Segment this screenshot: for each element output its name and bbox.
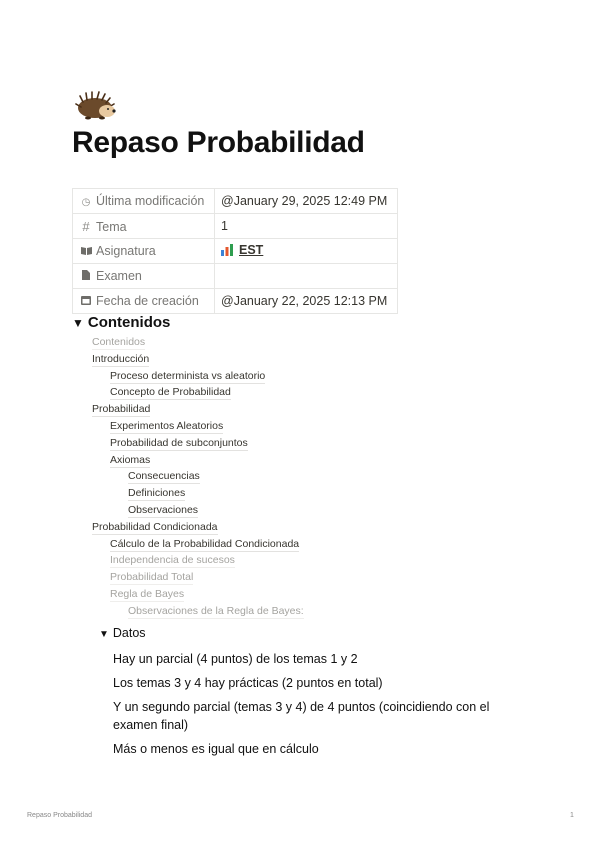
toc-link[interactable]: Independencia de sucesos	[110, 554, 235, 567]
property-label: Asignatura	[96, 244, 156, 258]
toggle-label: Datos	[112, 626, 146, 640]
paragraph: Los temas 3 y 4 hay prácticas (2 puntos en total)	[113, 676, 383, 690]
asignatura-link[interactable]: EST	[239, 243, 264, 257]
toc-link[interactable]: Contenidos	[92, 336, 146, 348]
property-value[interactable]: @January 29, 2025 12:49 PM	[215, 189, 398, 214]
triangle-down-icon[interactable]: ▼	[99, 629, 109, 640]
hash-icon: #	[82, 218, 90, 234]
paragraph: Y un segundo parcial (temas 3 y 4) de 4 puntos (coincidiendo con el examen final)	[113, 700, 490, 732]
property-value[interactable]	[215, 264, 398, 289]
clock-icon: ◷	[81, 197, 91, 208]
property-value[interactable]: @January 22, 2025 12:13 PM	[215, 289, 398, 314]
toc-link[interactable]: Probabilidad	[92, 403, 151, 416]
property-label: Fecha de creación	[96, 294, 199, 308]
paragraph: Hay un parcial (4 puntos) de los temas 1 y 2	[113, 652, 358, 666]
property-label: Tema	[96, 219, 127, 234]
file-icon	[79, 270, 93, 283]
datos-toggle[interactable]	[99, 626, 146, 640]
property-row[interactable]	[73, 264, 398, 289]
property-row[interactable]	[73, 289, 398, 314]
property-label: Última modificación	[96, 194, 205, 208]
toggle-label: Contenidos	[87, 314, 171, 331]
property-row[interactable]	[73, 239, 398, 264]
property-value[interactable]: 1	[215, 214, 398, 239]
toc-link[interactable]: Observaciones de la Regla de Bayes:	[128, 604, 304, 617]
toc-link[interactable]: Definiciones	[128, 487, 186, 500]
bar-chart-icon	[221, 244, 233, 259]
toc-link[interactable]: Observaciones	[128, 504, 199, 516]
calendar-icon	[79, 295, 93, 308]
toc-link[interactable]: Regla de Bayes	[110, 588, 185, 600]
toc-link[interactable]: Proceso determinista vs aleatorio	[110, 369, 266, 382]
toc-link[interactable]: Experimentos Aleatorios	[110, 420, 224, 432]
properties-table	[72, 188, 398, 314]
toc-link[interactable]: Introducción	[92, 352, 150, 365]
page-number: 1	[570, 812, 574, 819]
toc-link[interactable]: Concepto de Probabilidad	[110, 386, 231, 399]
property-row[interactable]	[73, 189, 398, 214]
triangle-down-icon[interactable]: ▼	[72, 316, 84, 330]
book-icon	[79, 246, 93, 258]
toc-link[interactable]: Probabilidad de subconjuntos	[110, 436, 248, 449]
toc-link[interactable]: Axiomas	[110, 453, 151, 466]
hedgehog-icon	[73, 90, 117, 120]
toc-link[interactable]: Probabilidad Total	[110, 571, 194, 584]
toc-link[interactable]: Cálculo de la Probabilidad Condicionada	[110, 537, 300, 550]
page-title: Repaso Probabilidad	[72, 126, 365, 159]
property-row[interactable]	[73, 214, 398, 239]
property-label: Examen	[96, 269, 142, 283]
contents-toggle[interactable]	[72, 314, 170, 331]
footer-title: Repaso Probabilidad	[27, 812, 92, 819]
toc-link[interactable]: Consecuencias	[128, 470, 200, 483]
paragraph: Más o menos es igual que en cálculo	[113, 742, 319, 756]
toc-link[interactable]: Probabilidad Condicionada	[92, 520, 218, 533]
